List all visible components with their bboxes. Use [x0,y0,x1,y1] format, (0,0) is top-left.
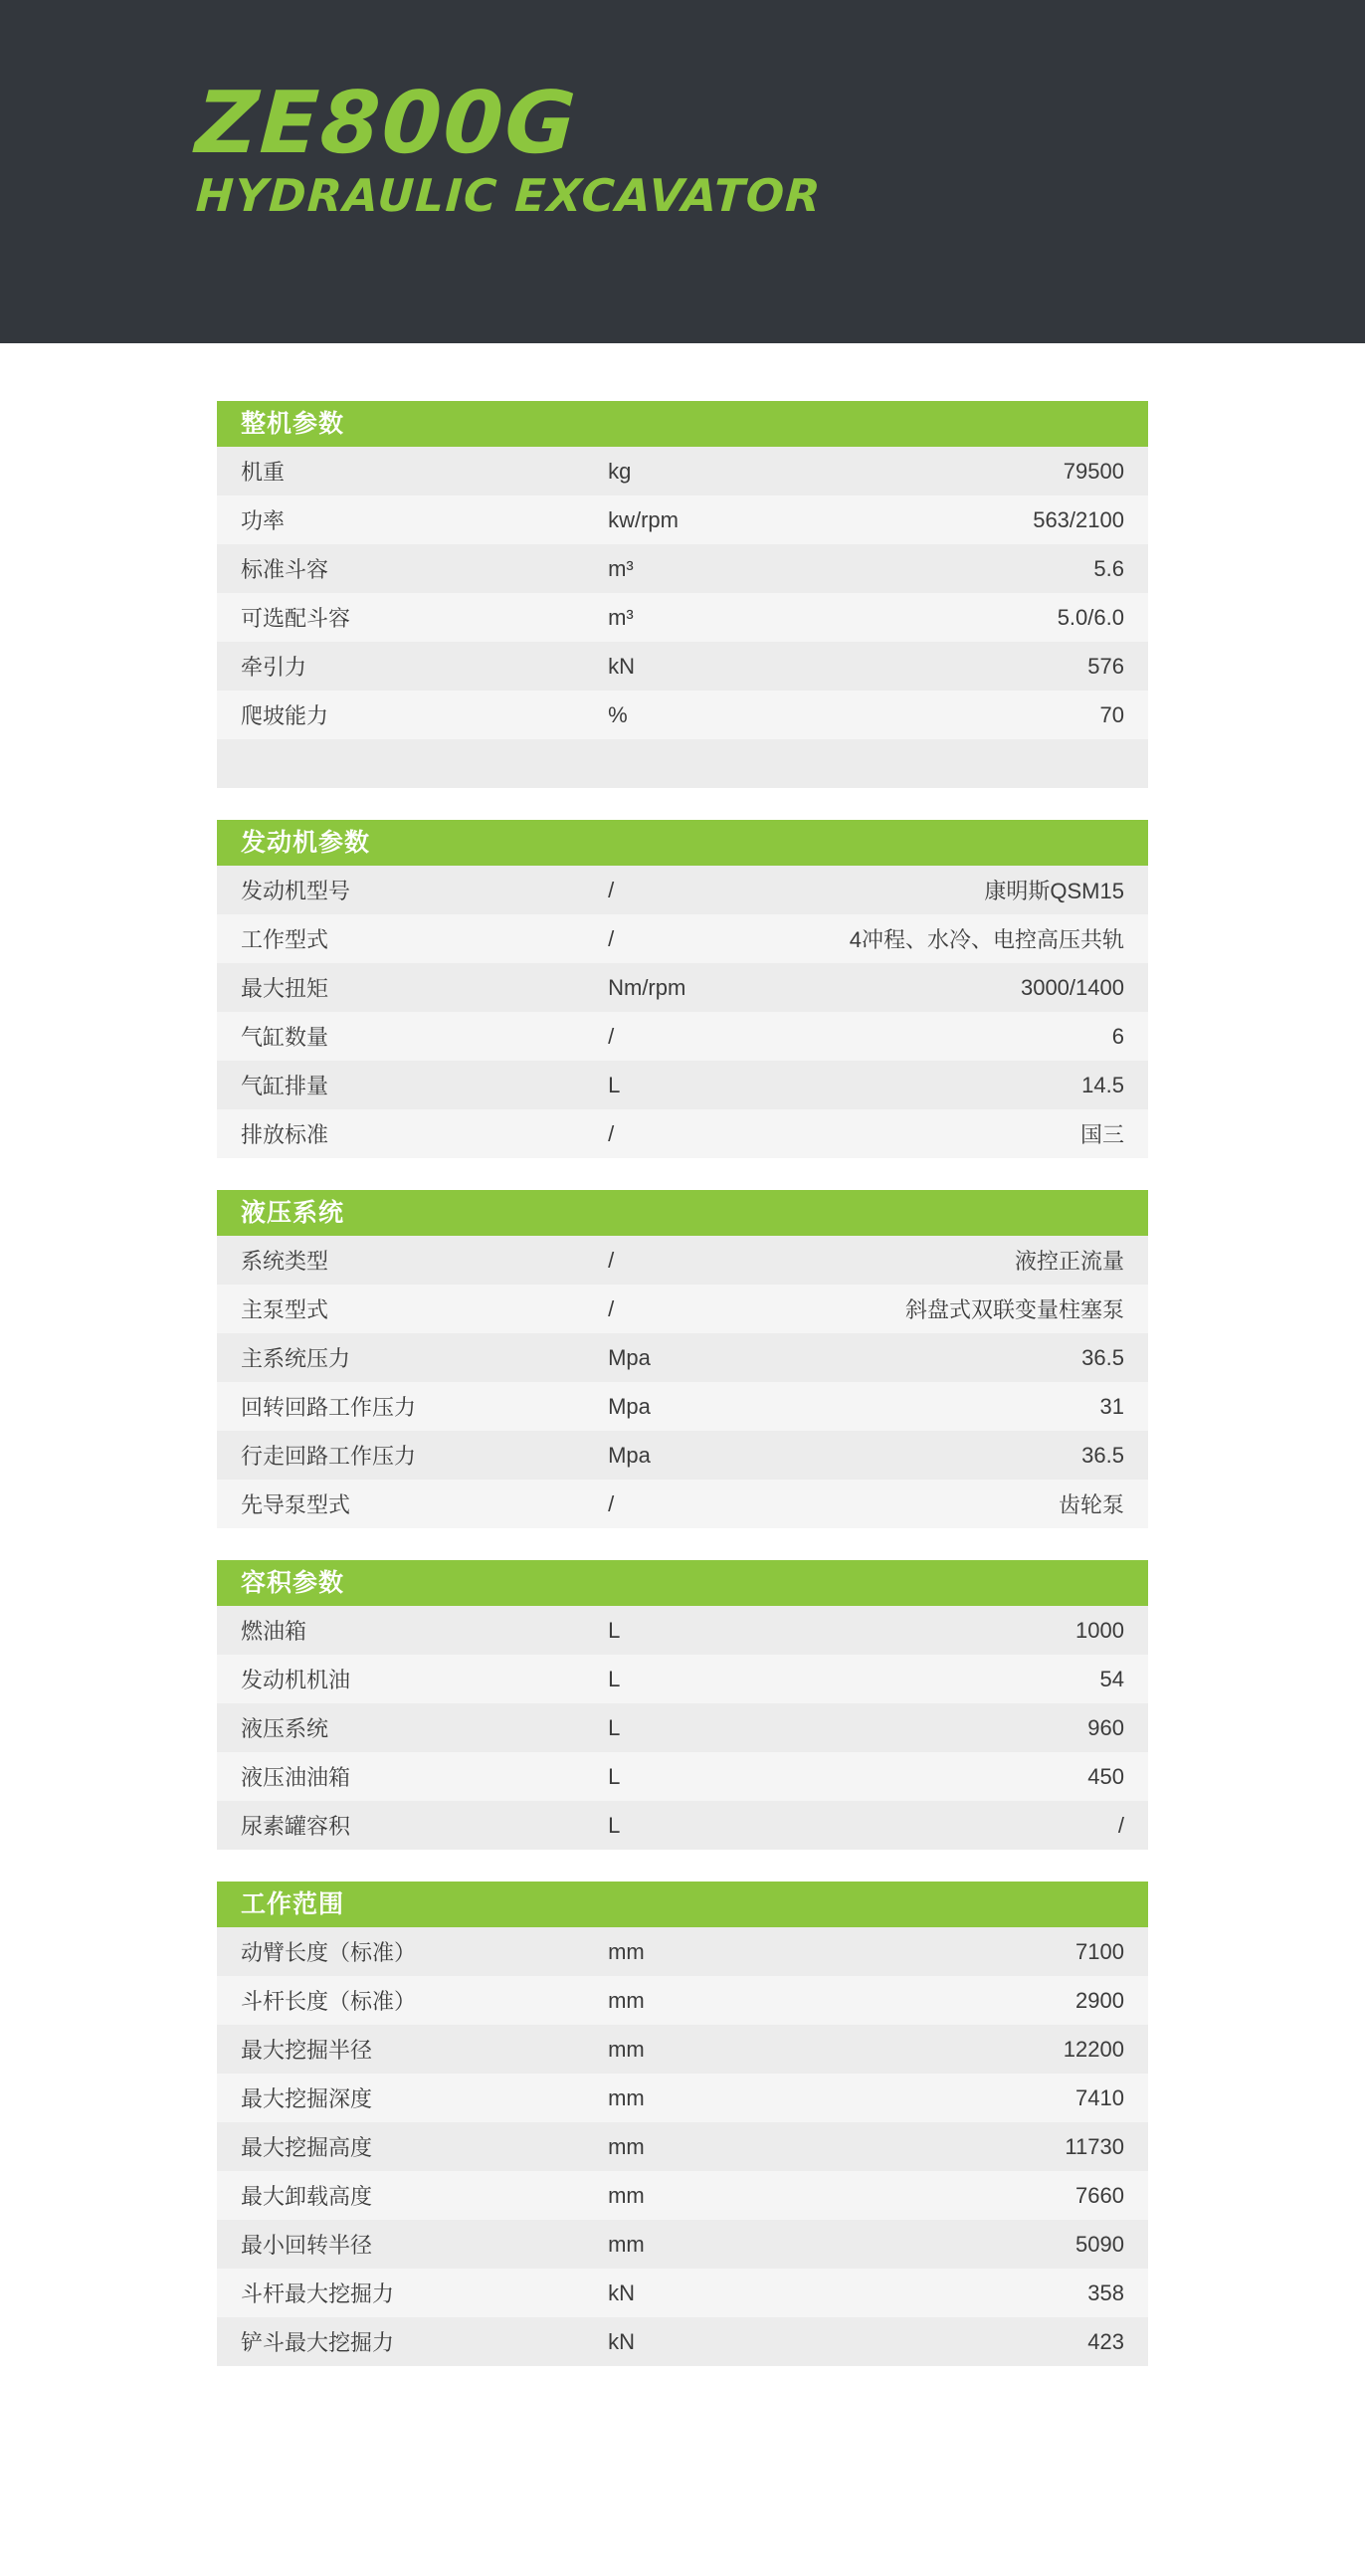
spec-label: 最大卸载高度 [241,2184,373,2209]
spec-unit: / [608,877,615,902]
spec-sections [0,343,1365,2426]
spec-value: 70 [1099,701,1124,727]
spec-unit: L [608,1714,621,1740]
spec-section [217,1190,1148,1528]
spec-value: 5090 [1075,2231,1124,2257]
product-model-title: ZE800G [193,74,580,173]
table-row [217,544,1148,593]
spec-unit: kw/rpm [608,506,679,532]
spec-label: 回转回路工作压力 [241,1395,417,1420]
spec-value: 31 [1099,1393,1124,1419]
spec-value: 液控正流量 [1014,1249,1124,1274]
spec-value: 7100 [1075,1938,1124,1964]
spec-label: 燃油箱 [241,1619,307,1644]
table-row [217,963,1148,1012]
spec-value: 79500 [1063,458,1124,484]
spec-table [217,447,1148,788]
spec-unit: m³ [608,604,634,630]
spec-label: 行走回路工作压力 [241,1444,417,1469]
spec-value: 7660 [1075,2182,1124,2208]
spec-label: 液压油油箱 [241,1765,351,1790]
spec-unit: mm [608,1987,645,2013]
table-row [217,1012,1148,1061]
table-row [217,1976,1148,2025]
spec-label: 先导泵型式 [241,1492,351,1517]
table-row [217,642,1148,691]
product-type-subtitle: HYDRAULIC EXCAVATOR [194,169,824,223]
spec-unit: / [608,925,615,951]
spec-table [217,1236,1148,1528]
spec-label: 动臂长度（标准） [241,1940,417,1965]
spec-label: 尿素罐容积 [241,1814,351,1839]
spec-label: 发动机机油 [241,1668,351,1692]
spec-value: 4冲程、水冷、电控高压共轨 [849,927,1124,952]
spec-value: 国三 [1079,1122,1124,1147]
table-row [217,739,1148,788]
table-row [217,691,1148,739]
spec-label: 最小回转半径 [241,2233,373,2258]
table-row [217,2025,1148,2074]
table-row [217,2269,1148,2317]
spec-label: 气缸排量 [241,1074,329,1098]
spec-value: 5.6 [1093,555,1124,581]
spec-unit: Nm/rpm [608,974,686,1000]
spec-label: 气缸数量 [241,1025,329,1050]
spec-value: 1000 [1075,1617,1124,1643]
spec-unit: / [608,1120,615,1146]
spec-unit: Mpa [608,1344,651,1370]
spec-value: 12200 [1063,2036,1124,2062]
table-row [217,2122,1148,2171]
table-row [217,2171,1148,2220]
spec-label: 最大挖掘高度 [241,2135,373,2160]
table-row [217,1606,1148,1655]
table-row [217,1382,1148,1431]
table-row [217,1285,1148,1333]
table-row [217,1431,1148,1480]
spec-label: 机重 [241,460,286,485]
spec-label: 最大挖掘深度 [241,2086,373,2111]
section-title: 整机参数 [217,401,1148,447]
spec-value: 54 [1099,1666,1124,1691]
spec-label: 液压系统 [241,1716,329,1741]
spec-label: 排放标准 [241,1122,329,1147]
spec-value: 6 [1111,1023,1124,1049]
spec-unit: kN [608,2328,635,2354]
table-row [217,1480,1148,1528]
spec-unit: kN [608,653,635,679]
table-row [217,2220,1148,2269]
spec-label: 牵引力 [241,655,307,680]
table-row [217,1801,1148,1850]
table-row [217,495,1148,544]
spec-label: 最大扭矩 [241,976,329,1001]
spec-value: 5.0/6.0 [1057,604,1124,630]
spec-unit: mm [608,2231,645,2257]
table-row [217,1752,1148,1801]
spec-unit: % [608,701,628,727]
spec-unit: L [608,1617,621,1643]
spec-unit: / [608,1023,615,1049]
spec-section [217,1560,1148,1850]
spec-table [217,1606,1148,1850]
spec-section [217,1882,1148,2366]
table-row [217,1333,1148,1382]
table-row [217,2317,1148,2366]
spec-unit: L [608,1763,621,1789]
spec-value: 14.5 [1081,1072,1124,1097]
section-title: 液压系统 [217,1190,1148,1236]
spec-label: 斗杆最大挖掘力 [241,2281,395,2306]
spec-label: 主泵型式 [241,1297,329,1322]
table-row [217,866,1148,914]
spec-label: 功率 [241,508,286,533]
section-title: 容积参数 [217,1560,1148,1606]
table-row [217,2074,1148,2122]
spec-value: 36.5 [1081,1442,1124,1468]
spec-value: 齿轮泵 [1058,1492,1124,1517]
spec-value: 康明斯QSM15 [984,879,1124,903]
spec-unit: Mpa [608,1393,651,1419]
spec-label: 主系统压力 [241,1346,351,1371]
spec-label: 发动机型号 [241,879,351,903]
spec-unit: mm [608,2036,645,2062]
spec-value: 3000/1400 [1020,974,1124,1000]
section-title: 发动机参数 [217,820,1148,866]
spec-table [217,866,1148,1158]
spec-label: 可选配斗容 [241,606,351,631]
spec-unit: Mpa [608,1442,651,1468]
spec-unit: / [608,1490,615,1516]
table-row [217,1703,1148,1752]
spec-unit: / [608,1247,615,1273]
section-title: 工作范围 [217,1882,1148,1927]
spec-unit: mm [608,2084,645,2110]
spec-value: 450 [1087,1763,1124,1789]
spec-label: 系统类型 [241,1249,329,1274]
table-row [217,1655,1148,1703]
spec-unit: kg [608,458,632,484]
spec-value: 960 [1087,1714,1124,1740]
spec-section [217,820,1148,1158]
spec-value: 斜盘式双联变量柱塞泵 [904,1297,1124,1322]
spec-value: / [1117,1812,1124,1838]
spec-value: 2900 [1075,1987,1124,2013]
spec-unit: mm [608,2133,645,2159]
spec-unit: / [608,1295,615,1321]
table-row [217,1236,1148,1285]
spec-label: 铲斗最大挖掘力 [241,2330,395,2355]
spec-unit: L [608,1072,621,1097]
spec-label: 爬坡能力 [241,703,329,728]
table-row [217,1927,1148,1976]
table-row [217,1109,1148,1158]
spec-value: 423 [1087,2328,1124,2354]
spec-unit: L [608,1666,621,1691]
table-row [217,447,1148,495]
page-header [0,0,1365,343]
spec-value: 358 [1087,2279,1124,2305]
spec-unit: m³ [608,555,634,581]
spec-unit: L [608,1812,621,1838]
spec-unit: mm [608,1938,645,1964]
table-row [217,593,1148,642]
spec-label: 斗杆长度（标准） [241,1989,417,2014]
table-row [217,1061,1148,1109]
spec-section [217,401,1148,788]
spec-label: 最大挖掘半径 [241,2038,373,2063]
spec-unit: kN [608,2279,635,2305]
spec-table [217,1927,1148,2366]
spec-value: 563/2100 [1033,506,1124,532]
spec-unit: mm [608,2182,645,2208]
spec-label: 工作型式 [241,927,329,952]
spec-label: 标准斗容 [241,557,329,582]
table-row [217,914,1148,963]
spec-value: 7410 [1075,2084,1124,2110]
spec-value: 11730 [1065,2133,1124,2159]
spec-value: 36.5 [1081,1344,1124,1370]
spec-value: 576 [1087,653,1124,679]
